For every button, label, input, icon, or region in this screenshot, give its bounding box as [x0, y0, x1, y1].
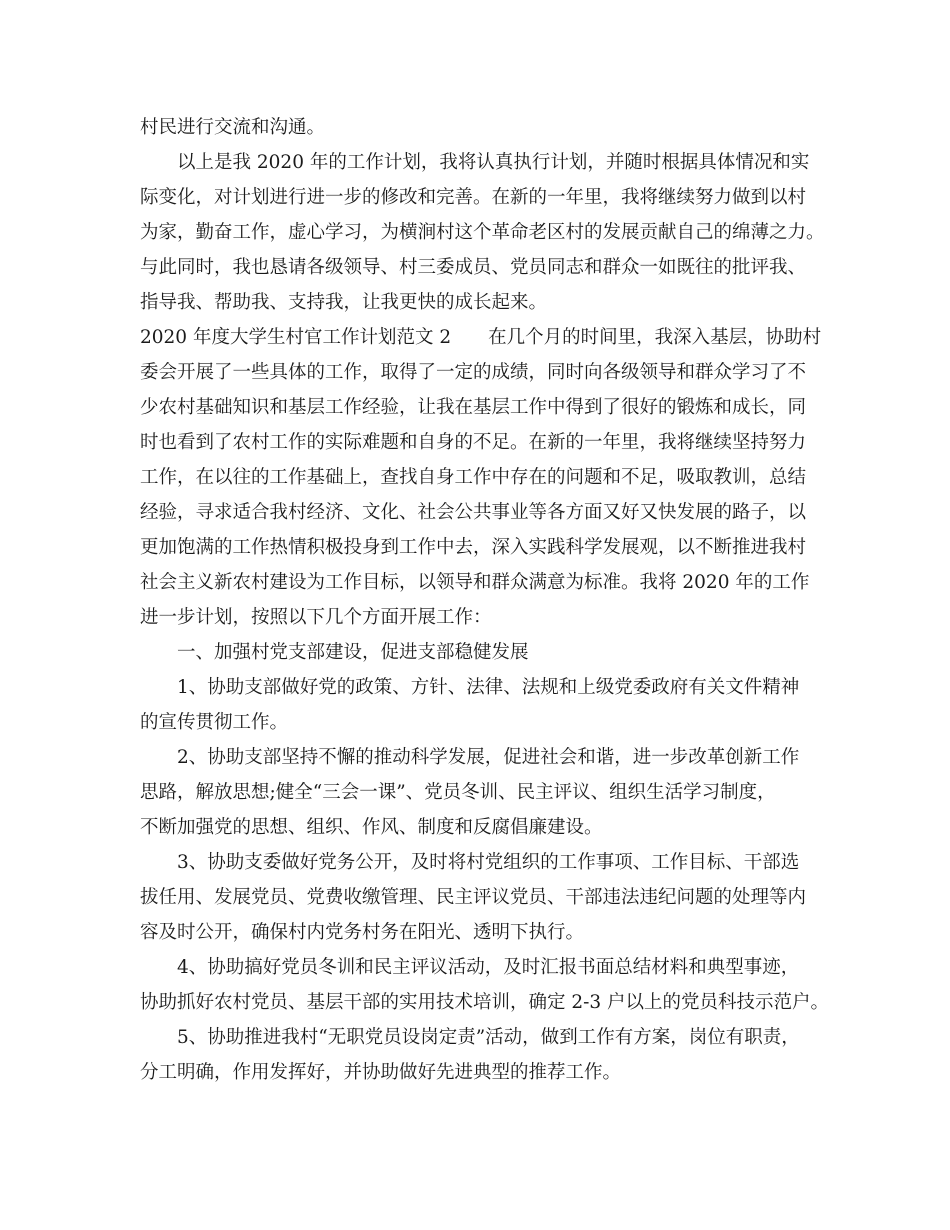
text-line: 5、协助推进我村“无职党员设岗定责”活动，做到工作有方案，岗位有职责， — [177, 1027, 800, 1048]
text-line: 指导我、帮助我、支持我，让我更快的成长起来。 — [140, 292, 548, 313]
text-line: 经验，寻求适合我村经济、文化、社会公共事业等各方面又好又快发展的路子，以 — [140, 502, 807, 523]
text-line: 拔任用、发展党员、党费收缴管理、民主评议党员、干部违法违纪问题的处理等内 — [140, 887, 807, 908]
text-line: 容及时公开，确保村内党务村务在阳光、透明下执行。 — [140, 922, 585, 943]
text-line: 与此同时，我也恳请各级领导、村三委成员、党员同志和群众一如既往的批评我、 — [140, 257, 807, 278]
text-line: 少农村基础知识和基层工作经验，让我在基层工作中得到了很好的锻炼和成长，同 — [140, 397, 807, 418]
section-heading: 一、加强村党支部建设，促进支部稳健发展 — [177, 642, 529, 663]
text-line: 2020 年度大学生村官工作计划范文 2 在几个月的时间里，我深入基层，协助村 — [140, 327, 822, 348]
text-line: 1、协助支部做好党的政策、方针、法律、法规和上级党委政府有关文件精神 — [177, 677, 800, 698]
text-line: 际变化，对计划进行进一步的修改和完善。在新的一年里，我将继续努力做到以村 — [140, 187, 807, 208]
text-line: 委会开展了一些具体的工作，取得了一定的成绩，同时向各级领导和群众学习了不 — [140, 362, 807, 383]
text-line: 2、协助支部坚持不懈的推动科学发展，促进社会和谐，进一步改革创新工作 — [177, 747, 800, 768]
text-line: 进一步计划，按照以下几个方面开展工作： — [140, 607, 492, 628]
text-line: 不断加强党的思想、组织、作风、制度和反腐倡廉建设。 — [140, 817, 603, 838]
text-line: 时也看到了农村工作的实际难题和自身的不足。在新的一年里，我将继续坚持努力 — [140, 432, 807, 453]
text-line: 社会主义新农村建设为工作目标，以领导和群众满意为标准。我将 2020 年的工作 — [140, 572, 810, 593]
text-line: 村民进行交流和沟通。 — [140, 117, 326, 138]
text-line: 工作，在以往的工作基础上，查找自身工作中存在的问题和不足，吸取教训，总结 — [140, 467, 807, 488]
text-line: 更加饱满的工作热情积极投身到工作中去，深入实践科学发展观，以不断推进我村 — [140, 537, 807, 558]
text-line: 4、协助搞好党员冬训和民主评议活动，及时汇报书面总结材料和典型事迹， — [177, 957, 800, 978]
text-line: 协助抓好农村党员、基层干部的实用技术培训，确定 2-3 户以上的党员科技示范户。 — [140, 992, 830, 1013]
text-line: 分工明确，作用发挥好，并协助做好先进典型的推荐工作。 — [140, 1062, 622, 1083]
text-line: 思路，解放思想;健全“三会一课”、党员冬训、民主评议、组织生活学习制度， — [140, 782, 776, 803]
text-line: 为家，勤奋工作，虚心学习，为横涧村这个革命老区村的发展贡献自己的绵薄之力。 — [140, 222, 825, 243]
text-line: 3、协助支委做好党务公开，及时将村党组织的工作事项、工作目标、干部选 — [177, 852, 800, 873]
text-line: 的宣传贯彻工作。 — [140, 712, 289, 733]
text-line: 以上是我 2020 年的工作计划，我将认真执行计划，并随时根据具体情况和实 — [177, 152, 810, 173]
